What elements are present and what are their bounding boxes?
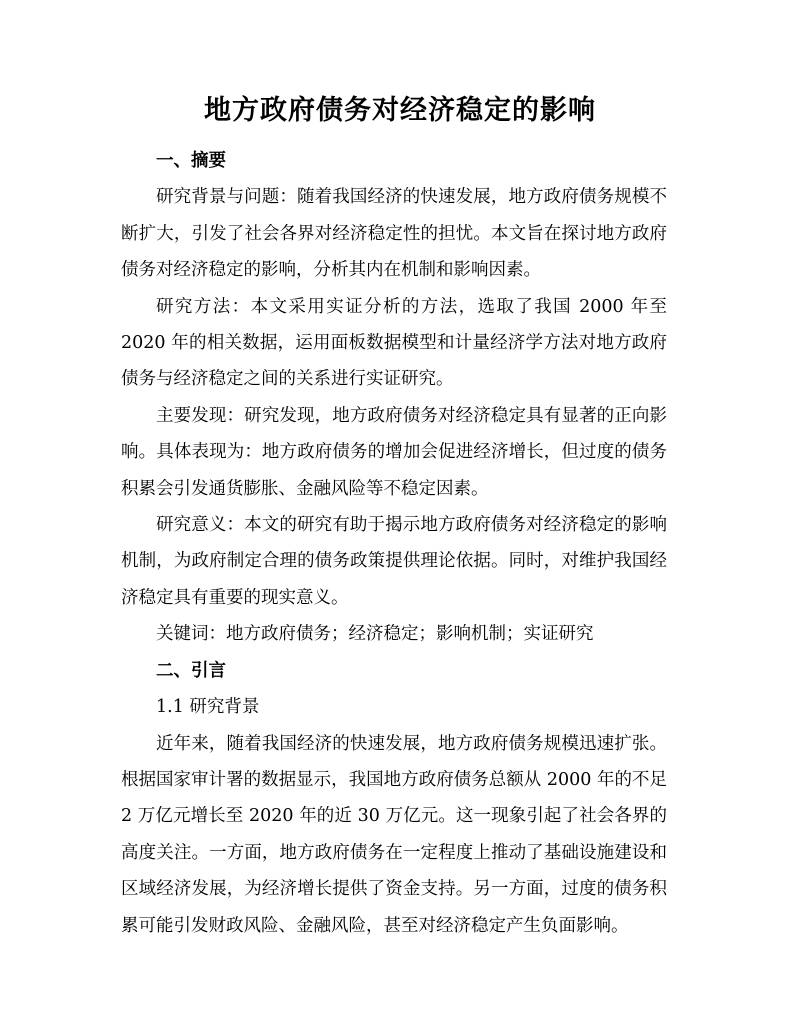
document-title: 地方政府债务对经济稳定的影响 xyxy=(204,95,596,126)
keywords: 关键词：地方政府债务；经济稳定；影响机制；实证研究 xyxy=(156,624,594,645)
paragraph-findings: 主要发现：研究发现，地方政府债务对经济稳定具有显著的正向影响。具体表现为：地方政府债务的增加会促进经济增长，但过度的债务积累会引发通货膨胀、金融风险等不稳定因素。 xyxy=(121,405,667,499)
subsection-heading-background: 1.1 研究背景 xyxy=(156,697,260,718)
paragraph-intro-background: 近年来，随着我国经济的快速发展，地方政府债务规模迅速扩张。根据国家审计署的数据显示，我国地方政府债务总额从 2000 年的不足 2 万亿元增长至 2020 年的近 30 万亿元。这一现象引起了社会各界的高度关注。一方面，地方政府债务在一定程度上推动了基础设施建设和区域经济发展，为经济增长提供了资金支持。另一方面，过度的债务积累可能引发财政风险、金融风险，甚至对经济稳定产生负面影响。 xyxy=(121,733,667,936)
paragraph-method: 研究方法：本文采用实证分析的方法，选取了我国 2000 年至 2020 年的相关数据，运用面板数据模型和计量经济学方法对地方政府债务与经济稳定之间的关系进行实证研究。 xyxy=(121,296,667,390)
paragraph-significance: 研究意义：本文的研究有助于揭示地方政府债务对经济稳定的影响机制，为政府制定合理的债务政策提供理论依据。同时，对维护我国经济稳定具有重要的现实意义。 xyxy=(121,515,667,608)
paragraph-background: 研究背景与问题：随着我国经济的快速发展，地方政府债务规模不断扩大，引发了社会各界对经济稳定性的担忧。本文旨在探讨地方政府债务对经济稳定的影响，分析其内在机制和影响因素。 xyxy=(121,187,667,281)
section-heading-introduction: 二、引言 xyxy=(156,660,226,681)
section-heading-abstract: 一、摘要 xyxy=(156,151,226,171)
document-body xyxy=(121,143,667,944)
